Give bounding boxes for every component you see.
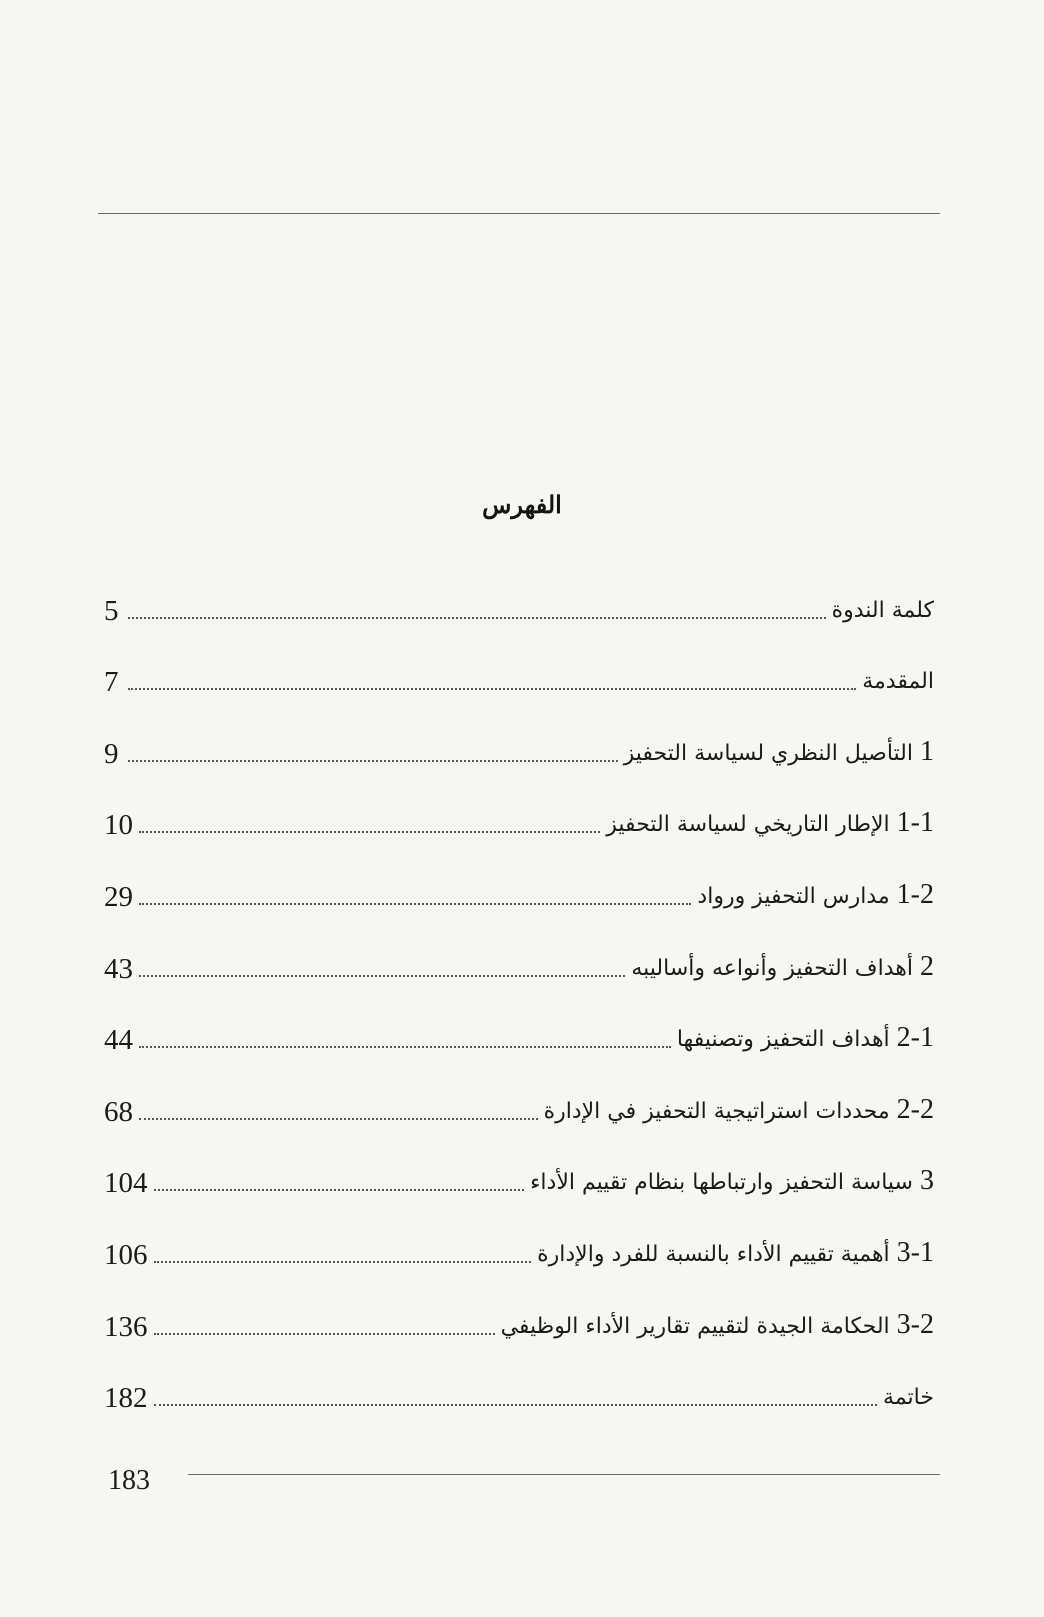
toc-entry-title: الحكامة الجيدة لتقييم تقارير الأداء الوظيفي bbox=[500, 1313, 890, 1339]
toc-entry-number: 1 bbox=[920, 735, 934, 767]
toc-entry-title: محددات استراتيجية التحفيز في الإدارة bbox=[543, 1098, 890, 1124]
toc-entry-label bbox=[501, 1310, 934, 1346]
toc-entry-number: 3-2 bbox=[896, 1308, 934, 1340]
toc-entry-label bbox=[883, 1383, 934, 1417]
toc-entry bbox=[104, 1274, 934, 1346]
toc-entry-title: كلمة الندوة bbox=[831, 597, 934, 623]
toc-leader-dots bbox=[154, 1404, 878, 1406]
toc-entry-page: 43 bbox=[104, 952, 133, 985]
header-rule bbox=[98, 213, 940, 214]
toc-entry-page: 7 bbox=[104, 666, 119, 699]
toc-leader-dots bbox=[139, 1118, 538, 1120]
toc-entry-label bbox=[631, 952, 934, 988]
toc-entry-title: سياسة التحفيز وارتباطها بنظام تقييم الأداء bbox=[530, 1170, 913, 1196]
toc-entry bbox=[104, 558, 934, 630]
footer-rule bbox=[188, 1474, 940, 1475]
toc-entry bbox=[104, 1131, 934, 1203]
toc-entry bbox=[104, 1346, 934, 1418]
toc-leader-dots bbox=[154, 1189, 525, 1191]
toc-leader-dots bbox=[128, 617, 826, 619]
toc-entry-number: 3-1 bbox=[896, 1236, 934, 1268]
toc-entry-number: 1-2 bbox=[896, 878, 934, 910]
toc-entry-title: مدارس التحفيز ورواد bbox=[697, 883, 890, 909]
toc-title: الفهرس bbox=[482, 490, 562, 519]
toc-entry-label bbox=[606, 808, 934, 844]
toc-entry-label bbox=[862, 667, 934, 701]
toc-entry-page: 106 bbox=[104, 1238, 148, 1271]
toc-entry bbox=[104, 1059, 934, 1131]
toc-entry-label bbox=[677, 1023, 934, 1059]
toc-entry-title: خاتمة bbox=[883, 1385, 934, 1411]
toc-entry-title: أهداف التحفيز وتصنيفها bbox=[676, 1027, 890, 1053]
toc-entry-title: الإطار التاريخي لسياسة التحفيز bbox=[606, 812, 890, 838]
toc-entry bbox=[104, 844, 934, 916]
toc-entry-label bbox=[624, 737, 934, 773]
toc-entry-title: التأصيل النظري لسياسة التحفيز bbox=[623, 740, 913, 766]
toc-entry bbox=[104, 988, 934, 1060]
toc-entry-number: 3 bbox=[920, 1165, 934, 1197]
toc-leader-dots bbox=[139, 975, 625, 977]
toc-entry-page: 104 bbox=[104, 1167, 148, 1200]
toc-leader-dots bbox=[128, 688, 856, 690]
toc-entry-number: 1-1 bbox=[896, 807, 934, 839]
toc-entry bbox=[104, 773, 934, 845]
toc-entry-page: 68 bbox=[104, 1095, 133, 1128]
toc-entry-number: 2-1 bbox=[896, 1022, 934, 1054]
toc-entry-page: 5 bbox=[104, 594, 119, 627]
toc-entry-label bbox=[537, 1238, 934, 1274]
toc-entry bbox=[104, 1202, 934, 1274]
toc-leader-dots bbox=[139, 903, 691, 905]
toc-leader-dots bbox=[154, 1333, 495, 1335]
toc-leader-dots bbox=[139, 831, 600, 833]
page-number: 183 bbox=[108, 1465, 150, 1496]
toc-entry bbox=[104, 630, 934, 702]
toc-entry bbox=[104, 916, 934, 988]
toc-leader-dots bbox=[154, 1261, 532, 1263]
toc-entry-label bbox=[530, 1166, 934, 1202]
toc-entry-number: 2 bbox=[920, 950, 934, 982]
toc-entry-page: 182 bbox=[104, 1382, 148, 1415]
toc-entry-page: 29 bbox=[104, 880, 133, 913]
toc-leader-dots bbox=[128, 760, 618, 762]
toc-entry-label bbox=[544, 1095, 934, 1131]
toc-entry-title: أهمية تقييم الأداء بالنسبة للفرد والإدارة bbox=[537, 1241, 890, 1267]
toc-entry-number: 2-2 bbox=[896, 1093, 934, 1125]
toc-entry-page: 10 bbox=[104, 809, 133, 842]
toc-entry-label bbox=[832, 596, 934, 630]
toc-entry-title: أهداف التحفيز وأنواعه وأساليبه bbox=[631, 955, 913, 981]
toc-entry-page: 9 bbox=[104, 737, 119, 770]
toc-entry-page: 44 bbox=[104, 1024, 133, 1057]
toc-entry-label bbox=[697, 880, 934, 916]
table-of-contents bbox=[104, 558, 934, 1417]
toc-entry-page: 136 bbox=[104, 1310, 148, 1343]
toc-entry bbox=[104, 701, 934, 773]
toc-entry-title: المقدمة bbox=[862, 669, 934, 695]
toc-leader-dots bbox=[139, 1046, 671, 1048]
